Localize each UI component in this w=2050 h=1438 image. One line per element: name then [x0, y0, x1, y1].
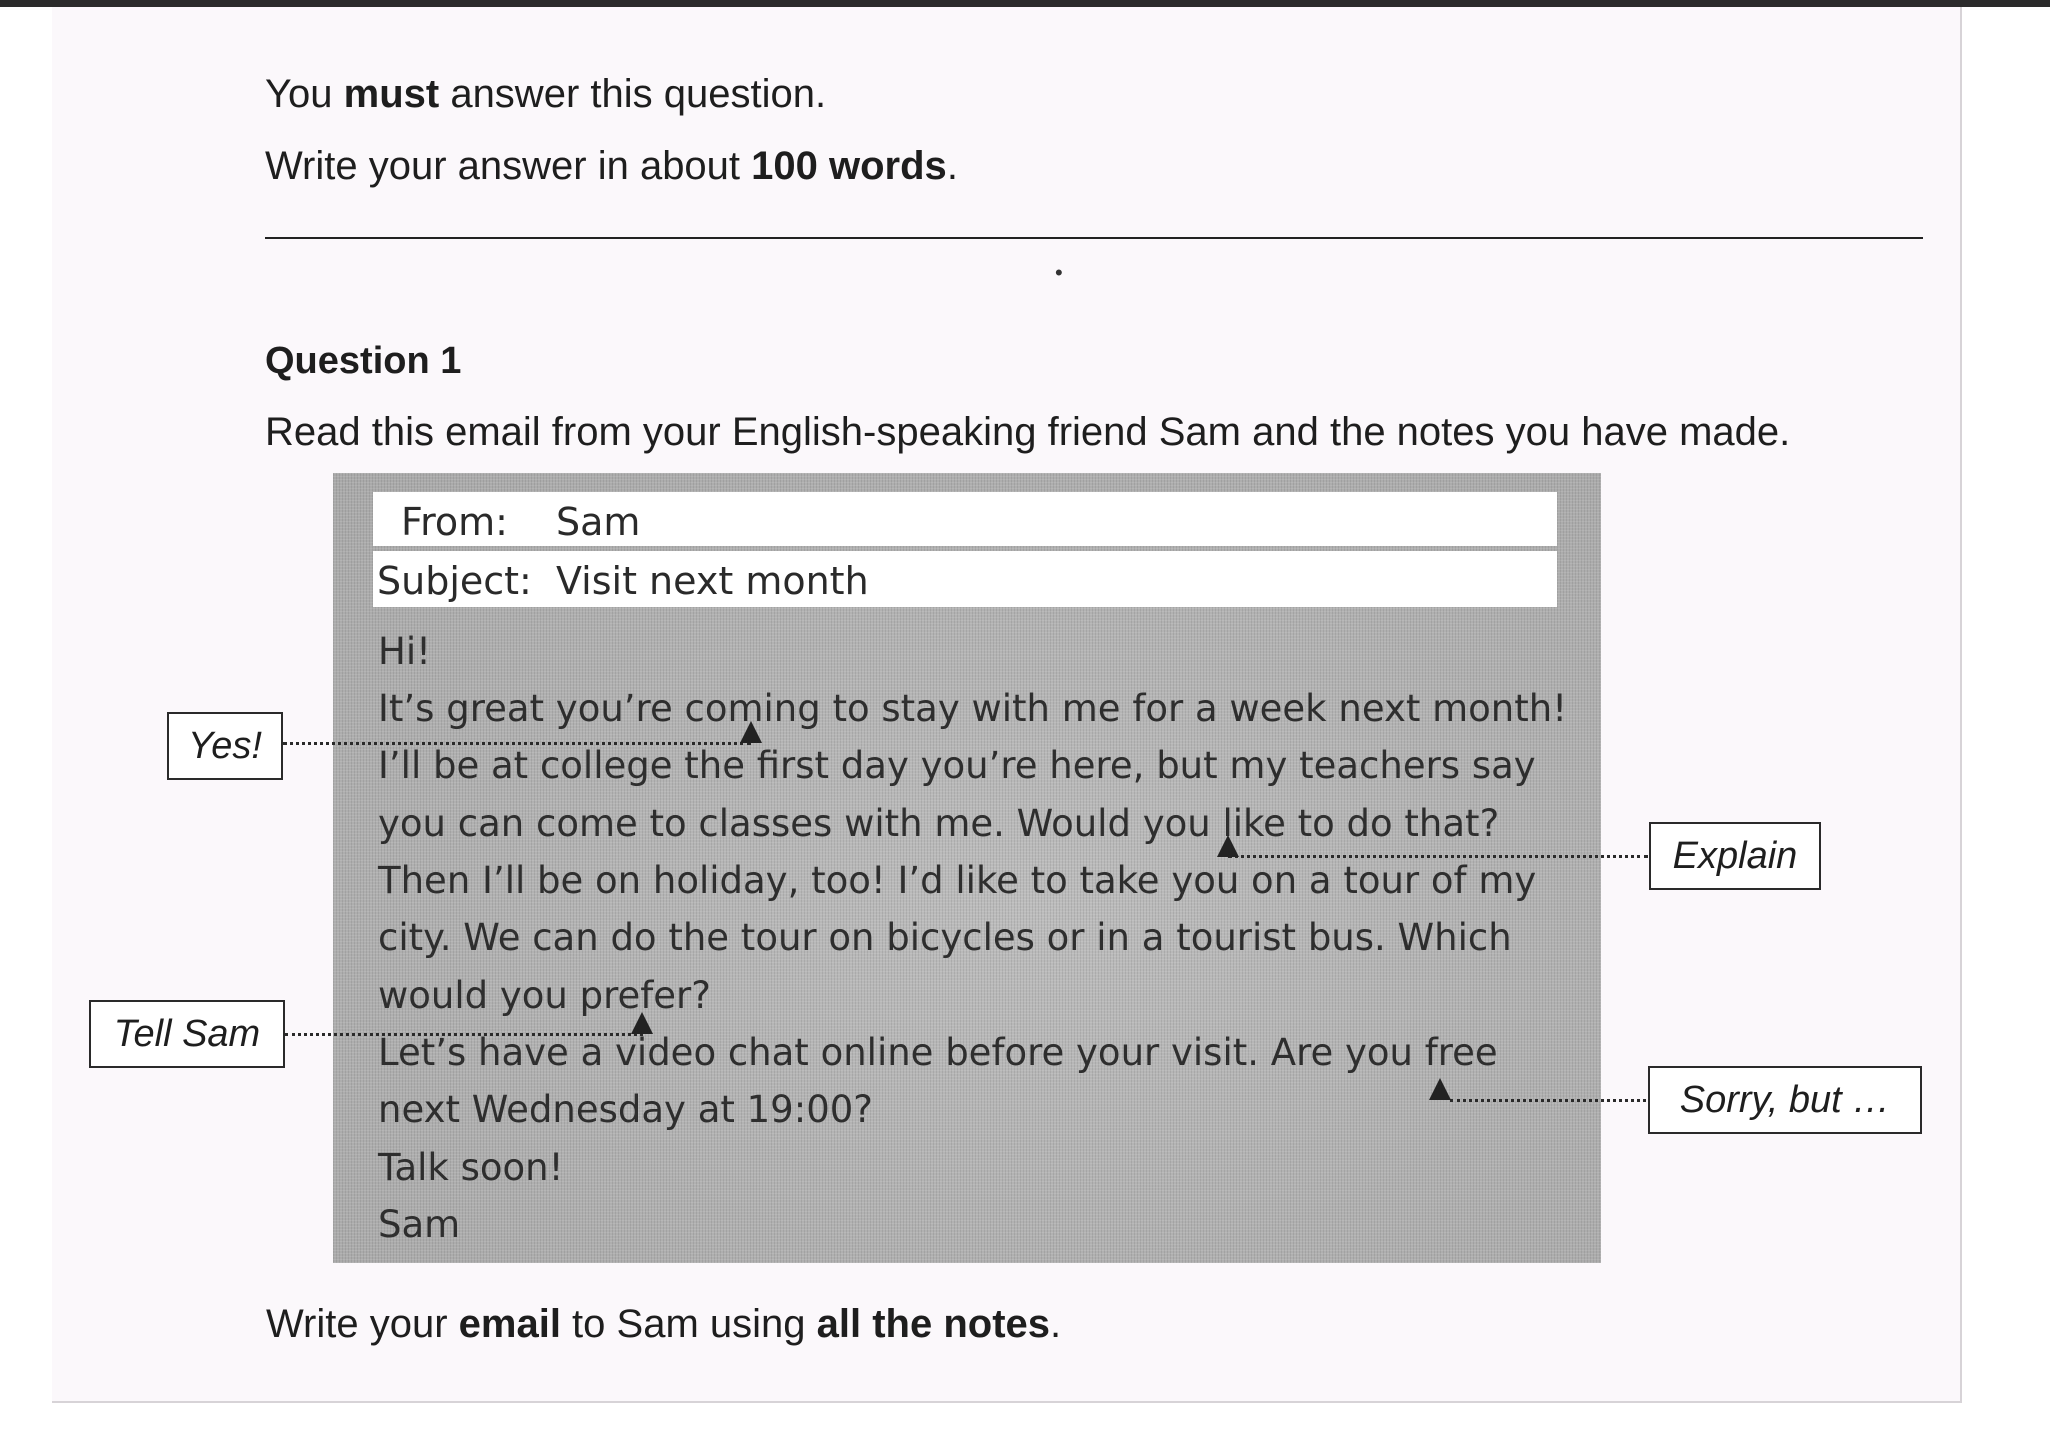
instruction-text: .	[946, 144, 958, 188]
email-body-line: Talk soon!	[378, 1146, 564, 1189]
subject-value: Visit next month	[556, 559, 869, 603]
instruction-text: You	[265, 72, 344, 116]
closing-instruction	[266, 1304, 1061, 1344]
email-body-line: would you prefer?	[378, 974, 711, 1017]
note-tell-sam-connector	[285, 1033, 643, 1036]
note-yes: Yes!	[167, 712, 283, 780]
note-yes-connector	[283, 742, 751, 745]
email-body-line: Then I’ll be on holiday, too! I’d like to take you on a tour of my	[378, 859, 1537, 902]
instruction-bold: must	[343, 72, 440, 116]
instruction-text: answer this question.	[439, 72, 827, 116]
question-title: Question 1	[265, 340, 462, 382]
email-body-line: Sam	[378, 1203, 461, 1246]
instruction-bold: 100 words	[751, 144, 947, 188]
note-explain-arrow-icon	[1217, 835, 1239, 857]
scan-speck: •	[1055, 260, 1063, 285]
note-sorry-but-connector	[1450, 1099, 1646, 1102]
instruction-must-answer	[265, 74, 826, 114]
note-sorry-but-arrow-icon	[1429, 1078, 1451, 1100]
closing-bold: email	[458, 1302, 561, 1346]
divider-line	[265, 237, 1923, 239]
note-yes-arrow-icon	[740, 721, 762, 743]
from-value: Sam	[556, 500, 641, 544]
email-body-line: you can come to classes with me. Would you like to do that?	[378, 802, 1500, 845]
from-label: From:	[401, 500, 508, 544]
note-tell-sam: Tell Sam	[89, 1000, 285, 1068]
scan-edge	[0, 0, 2050, 7]
closing-text: Write your	[266, 1302, 459, 1346]
email-body-line: city. We can do the tour on bicycles or in a tourist bus. Which	[378, 916, 1512, 959]
subject-label: Subject:	[377, 559, 532, 603]
email-box	[333, 473, 1601, 1263]
note-sorry-but: Sorry, but …	[1648, 1066, 1922, 1134]
email-from-row	[373, 492, 1557, 546]
note-explain: Explain	[1649, 822, 1821, 890]
note-explain-connector	[1228, 855, 1648, 858]
instruction-text: Write your answer in about	[265, 144, 752, 188]
email-body-line: I’ll be at college the first day you’re here, but my teachers say	[378, 744, 1536, 787]
email-subject-row	[373, 551, 1557, 607]
note-tell-sam-arrow-icon	[631, 1012, 653, 1034]
email-body-line: It’s great you’re coming to stay with me for a week next month!	[378, 687, 1568, 730]
email-body-line: Hi!	[378, 630, 431, 673]
instruction-word-count	[265, 146, 958, 186]
question-prompt: Read this email from your English-speaking friend Sam and the notes you have made.	[265, 410, 1791, 454]
closing-text: to Sam using	[560, 1302, 817, 1346]
email-body-line: next Wednesday at 19:00?	[378, 1088, 873, 1131]
closing-bold: all the notes	[816, 1302, 1051, 1346]
email-body-line: Let’s have a video chat online before your visit. Are you free	[378, 1031, 1498, 1074]
closing-text: .	[1050, 1302, 1062, 1346]
